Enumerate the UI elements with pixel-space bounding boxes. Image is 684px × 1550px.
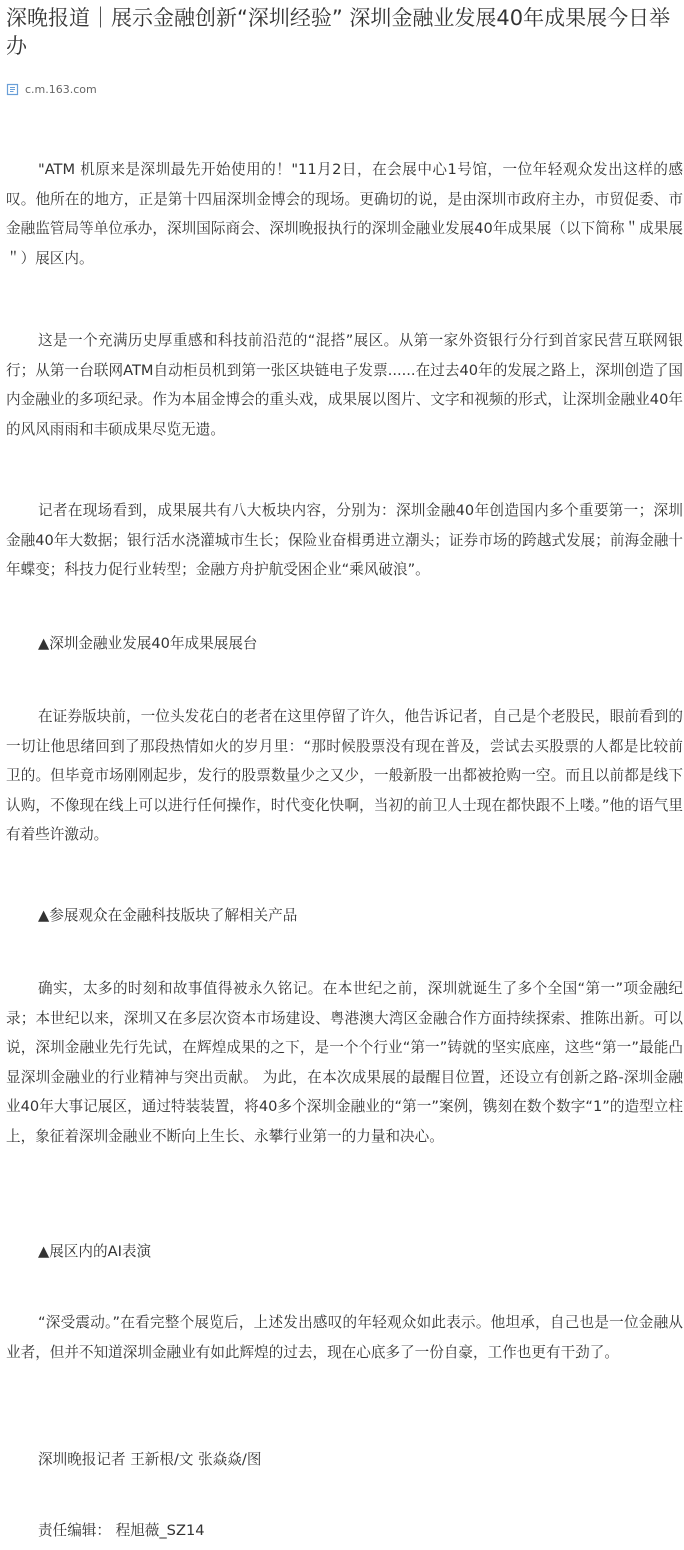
paragraph-1: "ATM 机原来是深圳最先开始使用的！"11月2日，在会展中心1号馆，一位年轻观众发出这样的感叹。他所在的地方，正是第十四届深圳金博会的现场。更确切的说，是由深圳市政府主办，市贸促委、市金融监管局等单位承办，深圳国际商会、深圳晚报执行的深圳金融业发展40年成果展（以下简称＂成果展＂）展区内。 [6,161,683,267]
paragraph-4: 在证券版块前，一位头发花白的老者在这里停留了许久，他告诉记者，自己是个老股民，眼前看到的一切让他思绪回到了那段热情如火的岁月里：“那时候股票没有现在普及，尝试去买股票的人都是比较前卫的。但毕竟市场刚刚起步，发行的股票数量少之又少，一般新股一出都被抢购一空。而且以前都是线下认购，不像现在线上可以进行任何操作，时代变化快啊，当初的前卫人士现在都快跟不上喽。”他的语气里有着些许激动。 [6,708,683,844]
paragraph-5: 确实，太多的时刻和故事值得被永久铭记。在本世纪之前，深圳就诞生了多个全国“第一”项金融纪录；本世纪以来，深圳又在多层次资本市场建设、粤港澳大湾区金融合作方面持续探索、推陈出新。可以说，深圳金融业先行先试，在辉煌成果的之下，是一个个行业“第一”铸就的坚实底座，这些“第一”最能凸显深圳金融业的行业精神与突出贡献。 为此，在本次成果展的最醒目位置，还设立有创新之路-深圳金融业40年大事记展区，通过特装装置，将40多个深圳金融业的“第一”案例，镌刻在数个数字“1”的造型立柱上，象征着深圳金融业不断向上生长、永攀行业第一的力量和决心。 [6,980,683,1145]
source-link[interactable]: c.m.163.com [25,82,97,96]
author-credit: 深圳晚报记者 王新根/文 张焱焱/图 [38,1451,262,1468]
image-caption-2: ▲参展观众在金融科技版块了解相关产品 [38,907,298,924]
image-caption-1: ▲深圳金融业发展40年成果展展台 [38,635,258,652]
source-line [6,80,97,98]
paragraph-2: 这是一个充满历史厚重感和科技前沿范的“混搭”展区。从第一家外资银行分行到首家民营互联网银行；从第一台联网ATM自动柜员机到第一张区块链电子发票......在过去40年的发展之路上，深圳创造了国内金融业的多项纪录。作为本届金博会的重头戏，成果展以图片、文字和视频的形式，让深圳金融业40年的风风雨雨和丰硕成果尽览无遗。 [6,332,683,438]
article-title: 深晚报道｜展示金融创新“深圳经验” 深圳金融业发展40年成果展今日举办 [6,6,671,58]
image-caption-3: ▲展区内的AI表演 [38,1243,152,1260]
paragraph-6: “深受震动。”在看完整个展览后，上述发出感叹的年轻观众如此表示。他坦承，自己也是一位金融从业者，但并不知道深圳金融业有如此辉煌的过去，现在心底多了一份自豪，工作也更有干劲了。 [6,1314,683,1361]
document-icon [6,83,19,96]
editor-line: 责任编辑： 程旭薇_SZ14 [38,1522,205,1539]
paragraph-3: 记者在现场看到，成果展共有八大板块内容，分别为：深圳金融40年创造国内多个重要第一；深圳金融40年大数据；银行活水浇灌城市生长；保险业奋楫勇进立潮头；证券市场的跨越式发展；前海金融十年蝶变；科技力促行业转型；金融方舟护航受困企业“乘风破浪”。 [6,502,683,579]
